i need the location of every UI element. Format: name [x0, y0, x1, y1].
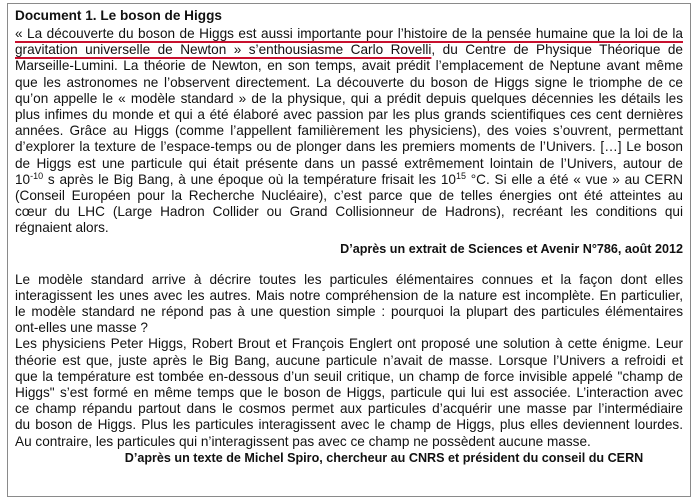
text-line: Les physiciens Peter Higgs, Robert Brout et François Englert ont proposé une solution à cette énigme. Leur: [15, 336, 683, 352]
text-line: plus infimes du monde et qui a été élaboré avec passion par les plus grands scientifiques ces cent dernières: [15, 107, 683, 123]
text-line: régnaient alors.: [15, 220, 109, 236]
text-line: de Higgs est une particule qui était présente dans un passé extrêmement lointain de l’Univers, autour de: [15, 155, 683, 171]
text-line: du boson de Higgs. Plus les particules interagissent avec le champ de Higgs, plus elles deviennent lourdes.: [15, 417, 683, 433]
text-line: Le modèle standard arrive à décrire toutes les particules élémentaires connues et la façon dont elles: [15, 271, 683, 287]
text-line: d’explorer la texture de l’espace-temps ou de plonger dans les premiers moments de l’Univers. […] Le boson: [15, 139, 683, 155]
article-paragraph-1: [15, 26, 683, 237]
exponent: 15: [455, 170, 466, 181]
text-line: ce champ répandu partout dans le cosmos permet aux particules d’acquérir une masse par l’intermédiaire: [15, 401, 683, 417]
text-line: cœur du LHC (Large Hadron Collider ou Grand Collisionneur de Hadrons), recréant les conditions qui: [15, 204, 683, 220]
text-line: années. Grâce au Higgs (comme l’appellent familièrement les physiciens), des voies s’ouvrent, permettant: [15, 123, 683, 139]
source-citation-2: D’après un texte de Michel Spiro, chercheur au CNRS et président du conseil du CERN: [124, 450, 644, 465]
text-segment: s après le Big Bang, à une époque où la température frisait les 10: [43, 171, 456, 187]
text-line: Au contraire, les particules qui n’interagissent pas avec ce champ ne possèdent aucune masse.: [15, 433, 591, 449]
text-line: interagissent les unes avec les autres. Mais notre compréhension de la nature est incomplète. En particulier,: [15, 287, 683, 303]
text-line: ont-elles une masse ?: [15, 320, 148, 336]
rovelli-quote-end: gravitation universelle de Newton » s’enthousiasme Carlo Rovelli: [15, 42, 432, 58]
text-segment: °C. Si elle a été « vue » au CERN: [465, 171, 684, 187]
document-title: Document 1. Le boson de Higgs: [15, 8, 222, 23]
text-line: qu’on appelle le « modèle standard » de la physique, qui a prédit depuis quelques décennies les détails les: [15, 90, 683, 106]
text-line: (Conseil Européen pour la Recherche Nucléaire), c’est parce que de telles énergies ont été atteintes au: [15, 188, 683, 204]
spacer: [15, 258, 683, 272]
text-line: Higgs" s’est formé en même temps que le boson de Higgs, particule qui lui est associée. L’interaction avec: [15, 385, 683, 401]
text-line: Marseille-Lumini. La théorie de Newton, en son temps, avait prédit l’emplacement de Neptune avant même: [15, 58, 683, 74]
text-line: [15, 172, 683, 188]
document-frame: [7, 3, 691, 497]
article-paragraph-2: [15, 272, 683, 337]
text-line: [15, 42, 683, 58]
source-citation-1: D’après un extrait de Sciences et Avenir N°786, août 2012: [340, 241, 683, 256]
rovelli-quote: « La découverte du boson de Higgs est aussi importante pour l’histoire de la pensée humaine que la loi de la: [15, 26, 683, 41]
text-line: que la température est tombée en-dessous d’un seuil critique, un champ de force invisible appelé "champ de: [15, 368, 683, 384]
text-line: [15, 26, 683, 42]
article-paragraph-3: [15, 336, 683, 449]
text-line: que les astronomes ne l’observent directement. La découverte du boson de Higgs signe le triomphe de ce: [15, 74, 683, 90]
exponent: -10: [30, 170, 44, 181]
power-base: 10: [15, 171, 31, 187]
text-line: théorie est que, juste après le Big Bang, aucune particule n’avait de masse. Lorsque l’Univers a refroidi et: [15, 352, 683, 368]
text-line: le modèle standard ne répond pas à une question simple : pourquoi la plupart des particules élémentaires: [15, 304, 683, 320]
quote-attribution: , du Centre de Physique Théorique de: [431, 42, 683, 58]
